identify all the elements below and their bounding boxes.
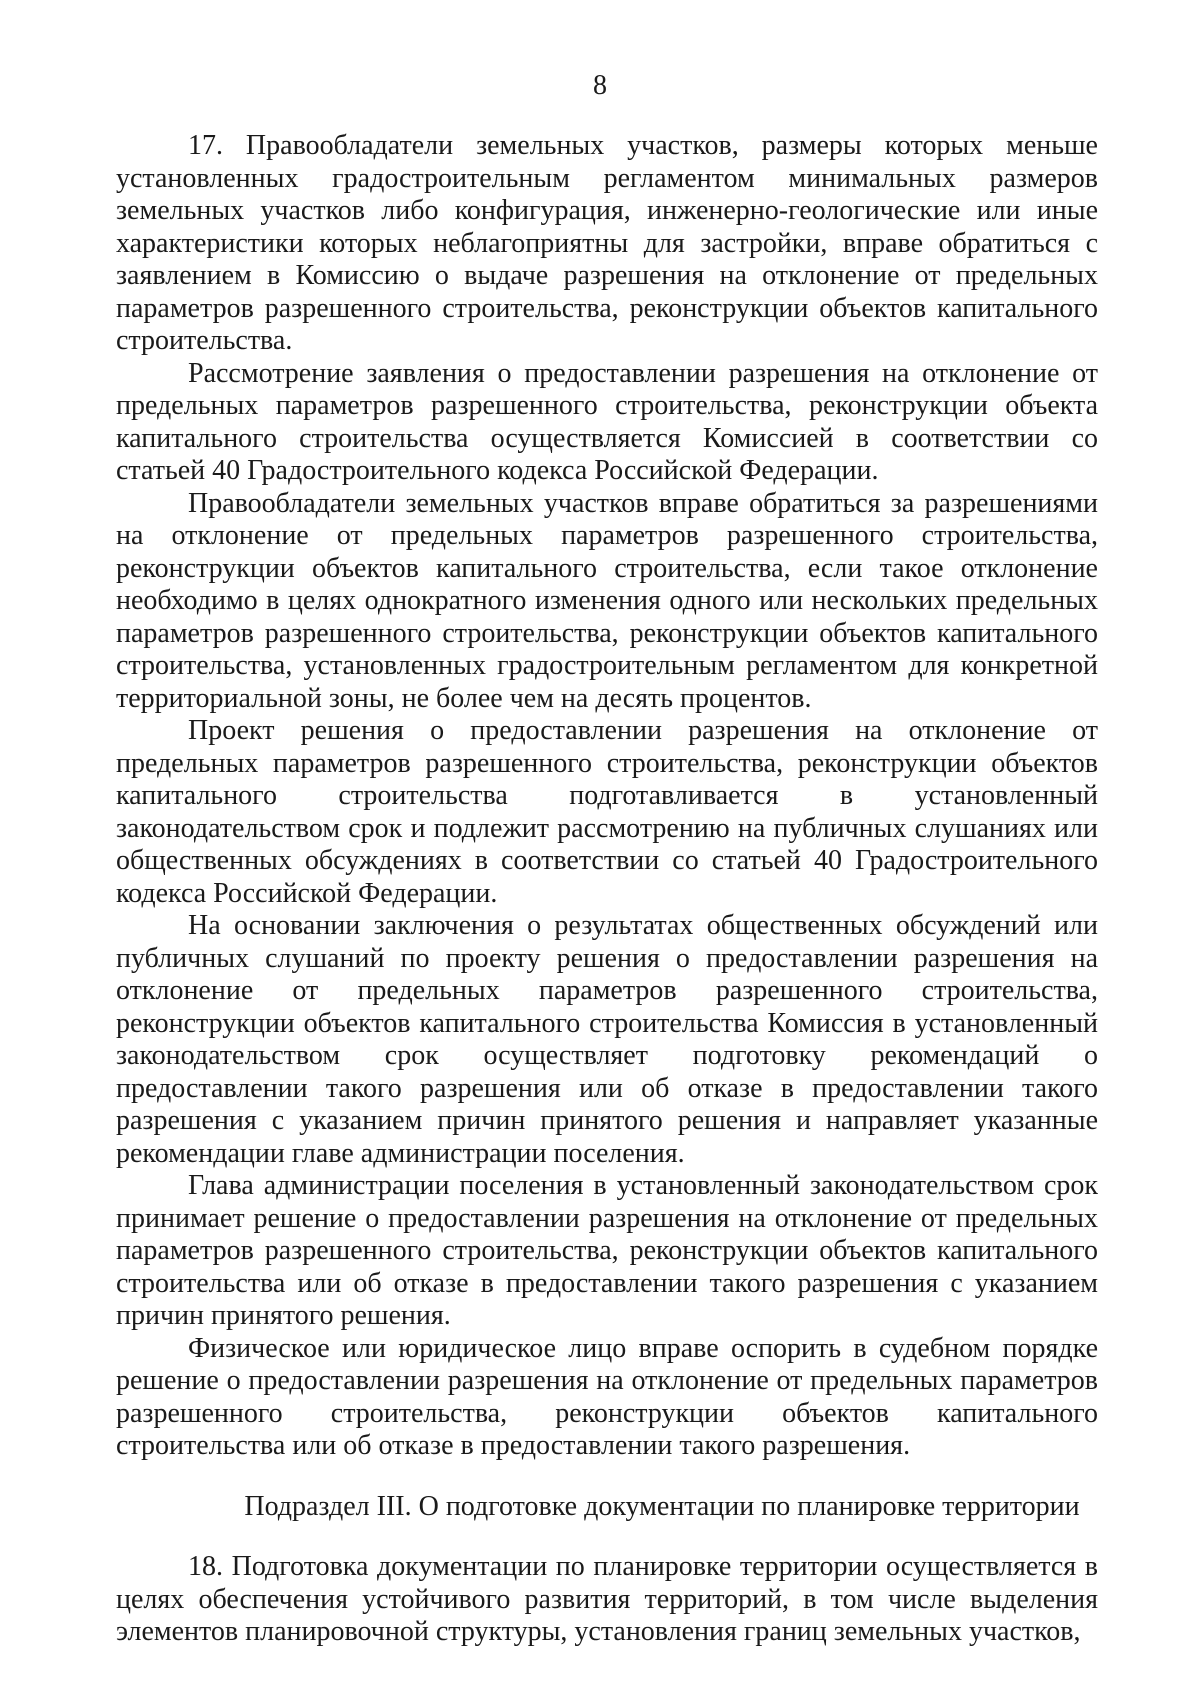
page-number: 8 [593,70,607,101]
paragraph-right-holders: Правообладатели земельных участков вправе обратиться за разрешениями на отклонение от предельных параметров разрешенного строительства, реконструкции объектов капитального строительства, если такое отклонение необходимо в целях однократного изменения одного или нескольких предельных параметров разрешенного строительства, реконструкции объектов капитального строительства, установленных градостроительным регламентом для конкретной территориальной зоны, не более чем на десять процентов. [116,487,1098,714]
paragraph-18: 18. Подготовка документации по планировке территории осуществляется в целях обеспечения устойчивого развития территорий, в том числе выделения элементов планировочной структуры, установления границ земельных участков, [116,1551,1098,1647]
paragraph-commission-recommendations: На основании заключения о результатах общественных обсуждений или публичных слушаний по проекту решения о предоставлении разрешения на отклонение от предельных параметров разрешенного строительства, реконструкции объектов капитального строительства Комиссия в установленный законодательством срок осуществляет подготовку рекомендаций о предоставлении такого разрешения или об отказе в предоставлении такого разрешения с указанием причин принятого решения и направляет указанные рекомендации главе администрации поселения. [116,910,1098,1169]
paragraph-17: 17. Правообладатели земельных участков, размеры которых меньше установленных градостроительным регламентом минимальных размеров земельных участков либо конфигурация, инженерно-геологические или иные характеристики которых неблагоприятны для застройки, вправе обратиться с заявлением в Комиссию о выдаче разрешения на отклонение от предельных параметров разрешенного строительства, реконструкции объектов капитального строительства. [116,130,1098,356]
paragraph-head-decision: Глава администрации поселения в установленный законодательством срок принимает решение о предоставлении разрешения на отклонение от предельных параметров разрешенного строительства, реконструкции объектов капитального строительства или об отказе в предоставлении такого разрешения с указанием причин принятого решения. [116,1170,1098,1331]
document-body [116,130,1098,1649]
subsection-heading: Подраздел III. О подготовке документации по планировке территории [244,1490,1080,1522]
paragraph-appeal: Физическое или юридическое лицо вправе оспорить в судебном порядке решение о предоставлении разрешения на отклонение от предельных параметров разрешенного строительства, реконструкции объектов капитального строительства или об отказе в предоставлении такого разрешения. [116,1332,1098,1461]
paragraph-review-application: Рассмотрение заявления о предоставлении разрешения на отклонение от предельных параметров разрешенного строительства, реконструкции объекта капитального строительства осуществляется Комиссией в соответствии со статьей 40 Градостроительного кодекса Российской Федерации. [116,357,1098,486]
paragraph-draft-decision: Проект решения о предоставлении разрешения на отклонение от предельных параметров разрешенного строительства, реконструкции объектов капитального строительства подготавливается в установленный законодательством срок и подлежит рассмотрению на публичных слушаниях или общественных обсуждениях в соответствии со статьей 40 Градостроительного кодекса Российской Федерации. [116,715,1098,909]
